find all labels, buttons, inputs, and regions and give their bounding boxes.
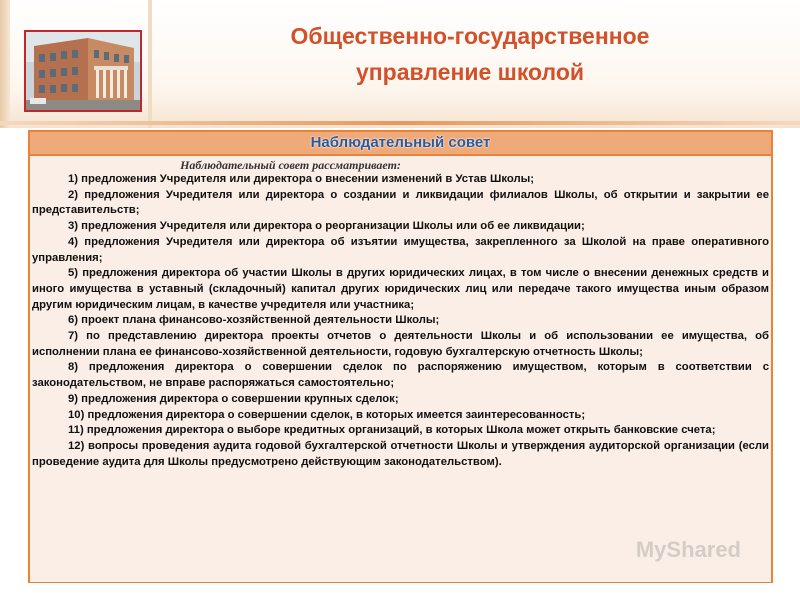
photo-decor-bar bbox=[148, 0, 152, 128]
left-decor-bar bbox=[0, 0, 10, 128]
list-item: 7) по представлению директора проекты отчетов о деятельности Школы и об использовании ее имущества, об исполнении плана ее финансово-хозяйственной деятельности, годовую бухгалтерскую отчетность Школы; bbox=[32, 330, 769, 358]
school-building-image bbox=[26, 32, 140, 110]
panel-heading: Наблюдательный совет bbox=[310, 134, 491, 151]
supervisory-board-panel bbox=[28, 130, 773, 583]
list-item: 1) предложения Учредителя или директора о внесении изменений в Устав Школы; bbox=[68, 173, 535, 185]
page-title bbox=[170, 18, 770, 90]
watermark: MyShared bbox=[635, 537, 741, 562]
panel-intro: Наблюдательный совет рассматривает: bbox=[180, 158, 401, 172]
list-item: 10) предложения директора о совершении сделок, в которых имеется заинтересованность; bbox=[68, 408, 586, 421]
panel-header bbox=[30, 132, 771, 155]
school-building-photo bbox=[24, 30, 142, 112]
list-item: 4) предложения Учредителя или директора об изъятии имущества, закрепленного за Школой на праве оперативного управления; bbox=[32, 235, 769, 264]
page-title-line2: управление школой bbox=[355, 59, 585, 85]
header-divider bbox=[0, 121, 800, 125]
list-item: 3) предложения Учредителя или директора о реорганизации Школы или об ее ликвидации; bbox=[68, 220, 585, 233]
list-item: 5) предложения директора об участии Школы в других юридических лицах, в том числе о внесении денежных средств и иного имущества в уставный (складочный) капитал других юридических лиц или передаче такого имущества иным образом другим юридическим лицам, в качестве учредителя или участника; bbox=[32, 267, 769, 311]
list-item: 2) предложения Учредителя или директора о создании и ликвидации филиалов Школы, об открытии и закрытии ее представительств; bbox=[32, 188, 769, 217]
list-item: 8) предложения директора о совершении сделок по распоряжению имуществом, которым в соответствии с законодательством, не вправе распоряжаться самостоятельно; bbox=[32, 361, 769, 390]
panel-body bbox=[30, 155, 771, 582]
list-item: 12) вопросы проведения аудита годовой бухгалтерской отчетности Школы и утверждения аудиторской организации (если проведение аудита для Школы предусмотрено действующим законодательством). bbox=[32, 439, 769, 468]
page-title-line1: Общественно-государственное bbox=[290, 23, 650, 49]
list-item: 9) предложения директора о совершении крупных сделок; bbox=[68, 392, 399, 405]
list-item: 6) проект плана финансово-хозяйственной деятельности Школы; bbox=[68, 314, 440, 327]
list-item: 11) предложения директора о выборе кредитных организаций, в которых Школа может открыть банковские счета; bbox=[68, 424, 716, 437]
